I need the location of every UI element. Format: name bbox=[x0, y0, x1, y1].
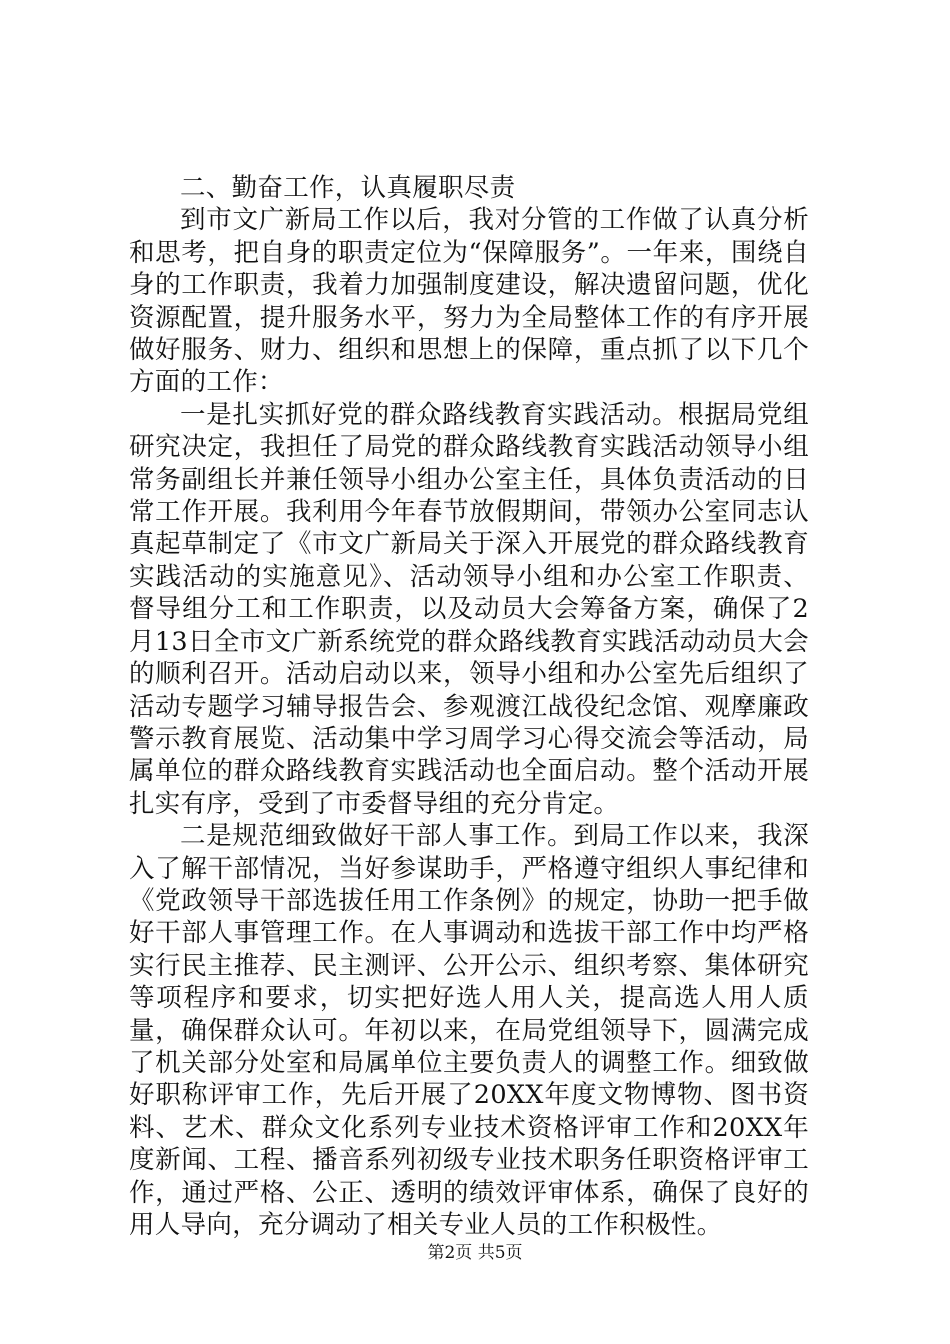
page-footer: 第2页 共5页 bbox=[427, 1243, 523, 1263]
document-body bbox=[129, 172, 809, 1241]
paragraph-intro: 到市文广新局工作以后，我对分管的工作做了认真分析和思考，把自身的职责定位为“保障服务”。一年来，围绕自身的工作职责，我着力加强制度建设，解决遗留问题，优化资源配置，提升服务水平，努力为全局整体工作的有序开展做好服务、财力、组织和思想上的保障，重点抓了以下几个方面的工作： bbox=[129, 205, 809, 398]
paragraph-mass-line-activity: 一是扎实抓好党的群众路线教育实践活动。根据局党组研究决定，我担任了局党的群众路线教育实践活动领导小组常务副组长并兼任领导小组办公室主任，具体负责活动的日常工作开展。我利用今年春节放假期间，带领办公室同志认真起草制定了《市文广新局关于深入开展党的群众路线教育实践活动的实施意见》、活动领导小组和办公室工作职责、督导组分工和工作职责，以及动员大会筹备方案，确保了2月13日全市文广新系统党的群众路线教育实践活动动员大会的顺利召开。活动启动以来，领导小组和办公室先后组织了活动专题学习辅导报告会、参观渡江战役纪念馆、观摩廉政警示教育展览、活动集中学习周学习心得交流会等活动，局属单位的群众路线教育实践活动也全面启动。整个活动开展扎实有序，受到了市委督导组的充分肯定。 bbox=[129, 399, 809, 819]
section-heading: 二、勤奋工作，认真履职尽责 bbox=[180, 173, 516, 203]
paragraph-personnel-work: 二是规范细致做好干部人事工作。到局工作以来，我深入了解干部情况，当好参谋助手，严格遵守组织人事纪律和《党政领导干部选拔任用工作条例》的规定，协助一把手做好干部人事管理工作。在人事调动和选拔干部工作中均严格实行民主推荐、民主测评、公开公示、组织考察、集体研究等项程序和要求，切实把好选人用人关，提高选人用人质量，确保群众认可。年初以来，在局党组领导下，圆满完成了机关部分处室和局属单位主要负责人的调整工作。细致做好职称评审工作，先后开展了20XX年度文物博物、图书资料、艺术、群众文化系列专业技术资格评审工作和20XX年度新闻、工程、播音系列初级专业技术职务任职资格评审工作，通过严格、公正、透明的绩效评审体系，确保了良好的用人导向，充分调动了相关专业人员的工作积极性。 bbox=[129, 821, 809, 1240]
